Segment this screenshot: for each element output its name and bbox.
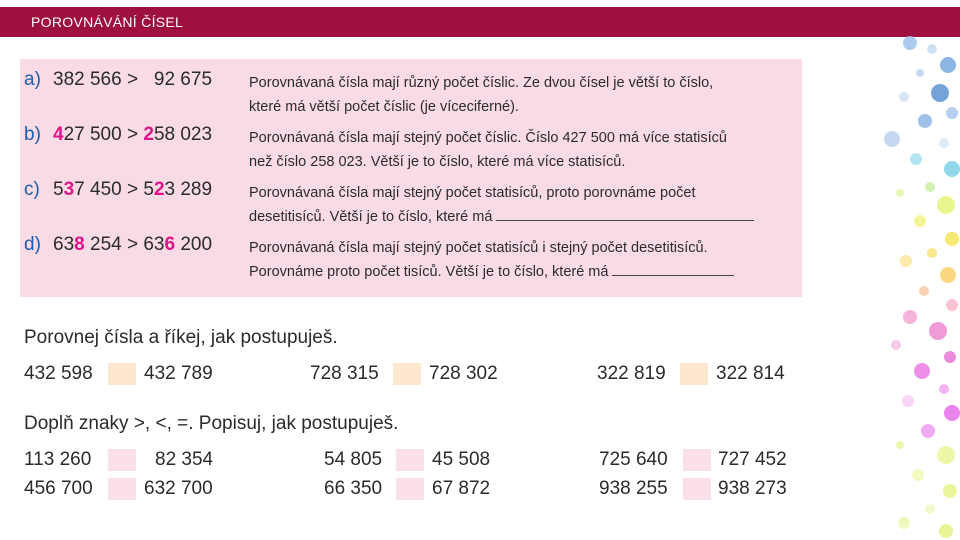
rule-text (249, 71, 799, 119)
number-left: 54 805 (324, 449, 383, 470)
highlight-digit: 8 (74, 234, 85, 255)
highlight-digit: 2 (143, 124, 154, 145)
rule-line: které má větší počet číslic (je víceciferné). (249, 99, 519, 115)
number-right: 67 872 (432, 478, 491, 499)
expr-text: 63 (53, 234, 75, 255)
rule-d (20, 226, 802, 280)
number-left: 728 315 (310, 363, 379, 384)
expr-text: 200 (175, 234, 213, 255)
rule-letter: a) (24, 69, 41, 90)
expr-text: 5 (53, 179, 64, 200)
comparison-rules-box (20, 59, 802, 297)
rule-line: Porovnáme proto počet tisíců. Větší je to číslo, které má (249, 264, 609, 280)
rule-expression (53, 179, 212, 201)
rule-expression (53, 124, 212, 146)
rule-expression (53, 234, 212, 256)
expr-text: 58 023 (153, 124, 213, 145)
answer-box[interactable] (108, 478, 136, 500)
rule-line-with-blank (249, 260, 799, 284)
answer-box[interactable] (396, 478, 424, 500)
number-left: 66 350 (324, 478, 383, 499)
answer-box[interactable] (396, 449, 424, 471)
number-left: 938 255 (599, 478, 668, 499)
highlight-digit: 4 (53, 124, 64, 145)
rule-line: Porovnávaná čísla mají stejný počet statisíců i stejný počet desetitisíců. (249, 240, 708, 256)
answer-blank[interactable] (612, 263, 734, 276)
page-title: POROVNÁVÁNÍ ČÍSEL (31, 14, 184, 30)
number-right: 632 700 (144, 478, 213, 499)
number-left: 322 819 (597, 363, 666, 384)
rule-letter: c) (24, 179, 40, 200)
rule-expression: 382 566 > 92 675 (53, 69, 213, 90)
rule-text (249, 181, 799, 229)
answer-box[interactable] (680, 363, 708, 385)
answer-box[interactable] (108, 449, 136, 471)
rule-line: Porovnávaná čísla mají stejný počet číslic. Číslo 427 500 má více statisíců (249, 130, 727, 146)
rule-line: desetitisíců. Větší je to číslo, které má (249, 209, 493, 225)
number-left: 725 640 (599, 449, 668, 470)
task2-title: Doplň znaky >, <, =. Popisuj, jak postupuješ. (24, 413, 399, 434)
rule-letter: b) (24, 124, 41, 145)
answer-box[interactable] (108, 363, 136, 385)
expr-text: 7 450 > 5 (74, 179, 154, 200)
number-right: 45 508 (432, 449, 491, 470)
highlight-digit: 3 (63, 179, 75, 200)
number-right: 938 273 (718, 478, 787, 499)
number-right: 727 452 (718, 449, 787, 470)
rule-line: Porovnávaná čísla mají stejný počet statisíců, proto porovnáme počet (249, 185, 696, 201)
decorative-dots-image (880, 35, 960, 540)
expr-text: 254 > 63 (84, 234, 165, 255)
number-left: 432 598 (24, 363, 93, 384)
number-right: 322 814 (716, 363, 785, 384)
rule-letter: d) (24, 234, 41, 255)
rule-a (20, 61, 802, 115)
answer-box[interactable] (683, 478, 711, 500)
rule-line: než číslo 258 023. Větší je to číslo, které má více statisíců. (249, 154, 626, 170)
number-left: 113 260 (24, 449, 92, 470)
expr-text: 3 289 (164, 179, 213, 200)
answer-box[interactable] (393, 363, 421, 385)
rule-line: Porovnávaná čísla mají různý počet číslic. Ze dvou čísel je větší to číslo, (249, 75, 714, 91)
number-right: 82 354 (155, 449, 214, 470)
number-right: 432 789 (144, 363, 213, 384)
number-right: 728 302 (429, 363, 498, 384)
rule-c (20, 171, 802, 225)
rule-text (249, 236, 799, 284)
number-left: 456 700 (24, 478, 93, 499)
answer-box[interactable] (683, 449, 711, 471)
rule-text (249, 126, 799, 174)
highlight-digit: 2 (153, 179, 165, 200)
answer-blank[interactable] (496, 208, 754, 221)
rule-b (20, 116, 802, 170)
highlight-digit: 6 (164, 234, 176, 255)
expr-text: 27 500 > (63, 124, 144, 145)
task1-title: Porovnej čísla a říkej, jak postupuješ. (24, 327, 338, 348)
